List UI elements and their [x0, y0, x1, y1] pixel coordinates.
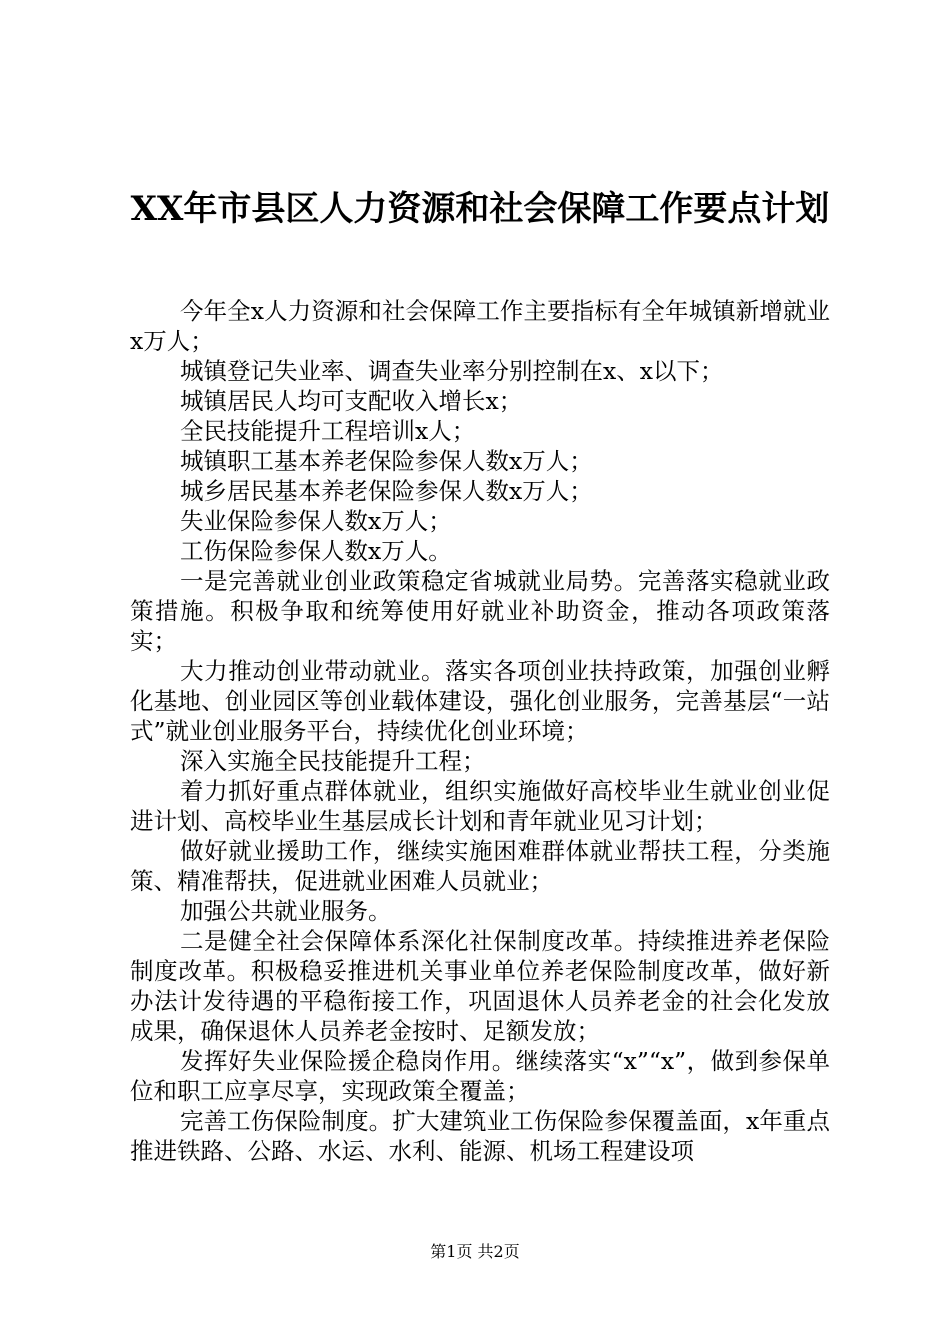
page-footer: 第1页 共2页 — [430, 1242, 520, 1261]
paragraph: 工伤保险参保人数x万人。 — [180, 537, 452, 565]
paragraph: 一是完善就业创业政策稳定省城就业局势。完善落实稳就业政策措施。积极争取和统筹使用好就业补助资金，推动各项政策落实； — [130, 567, 830, 655]
paragraph: 今年全x人力资源和社会保障工作主要指标有全年城镇新增就业x万人； — [130, 297, 830, 355]
paragraph: 城镇居民人均可支配收入增长x； — [180, 387, 523, 415]
paragraph: 城镇登记失业率、调查失业率分别控制在x、x以下； — [180, 357, 724, 385]
paragraph: 失业保险参保人数x万人； — [180, 507, 452, 535]
paragraph: 二是健全社会保障体系深化社保制度改革。持续推进养老保险制度改革。积极稳妥推进机关事业单位养老保险制度改革，做好新办法计发待遇的平稳衔接工作，巩固退休人员养老金的社会化发放成果，确保退休人员养老金按时、足额发放； — [130, 927, 830, 1045]
paragraph: 做好就业援助工作，继续实施困难群体就业帮扶工程，分类施策、精准帮扶，促进就业困难人员就业； — [130, 837, 830, 895]
paragraph: 完善工伤保险制度。扩大建筑业工伤保险参保覆盖面，x年重点推进铁路、公路、水运、水利、能源、机场工程建设项 — [130, 1107, 830, 1165]
paragraph: 加强公共就业服务。 — [180, 897, 392, 925]
document-body — [130, 296, 830, 1166]
paragraph: 着力抓好重点群体就业，组织实施做好高校毕业生就业创业促进计划、高校毕业生基层成长计划和青年就业见习计划； — [130, 777, 830, 835]
paragraph: 全民技能提升工程培训x人； — [180, 417, 476, 445]
paragraph: 发挥好失业保险援企稳岗作用。继续落实“x”“x”，做到参保单位和职工应享尽享，实现政策全覆盖； — [130, 1047, 830, 1105]
paragraph: 城乡居民基本养老保险参保人数x万人； — [180, 477, 593, 505]
paragraph: 大力推动创业带动就业。落实各项创业扶持政策，加强创业孵化基地、创业园区等创业载体建设，强化创业服务，完善基层“一站式”就业创业服务平台，持续优化创业环境； — [130, 657, 830, 745]
paragraph: 深入实施全民技能提升工程； — [180, 747, 486, 775]
paragraph: 城镇职工基本养老保险参保人数x万人； — [180, 447, 593, 475]
document-title: XX年市县区人力资源和社会保障工作要点计划 — [130, 189, 830, 229]
